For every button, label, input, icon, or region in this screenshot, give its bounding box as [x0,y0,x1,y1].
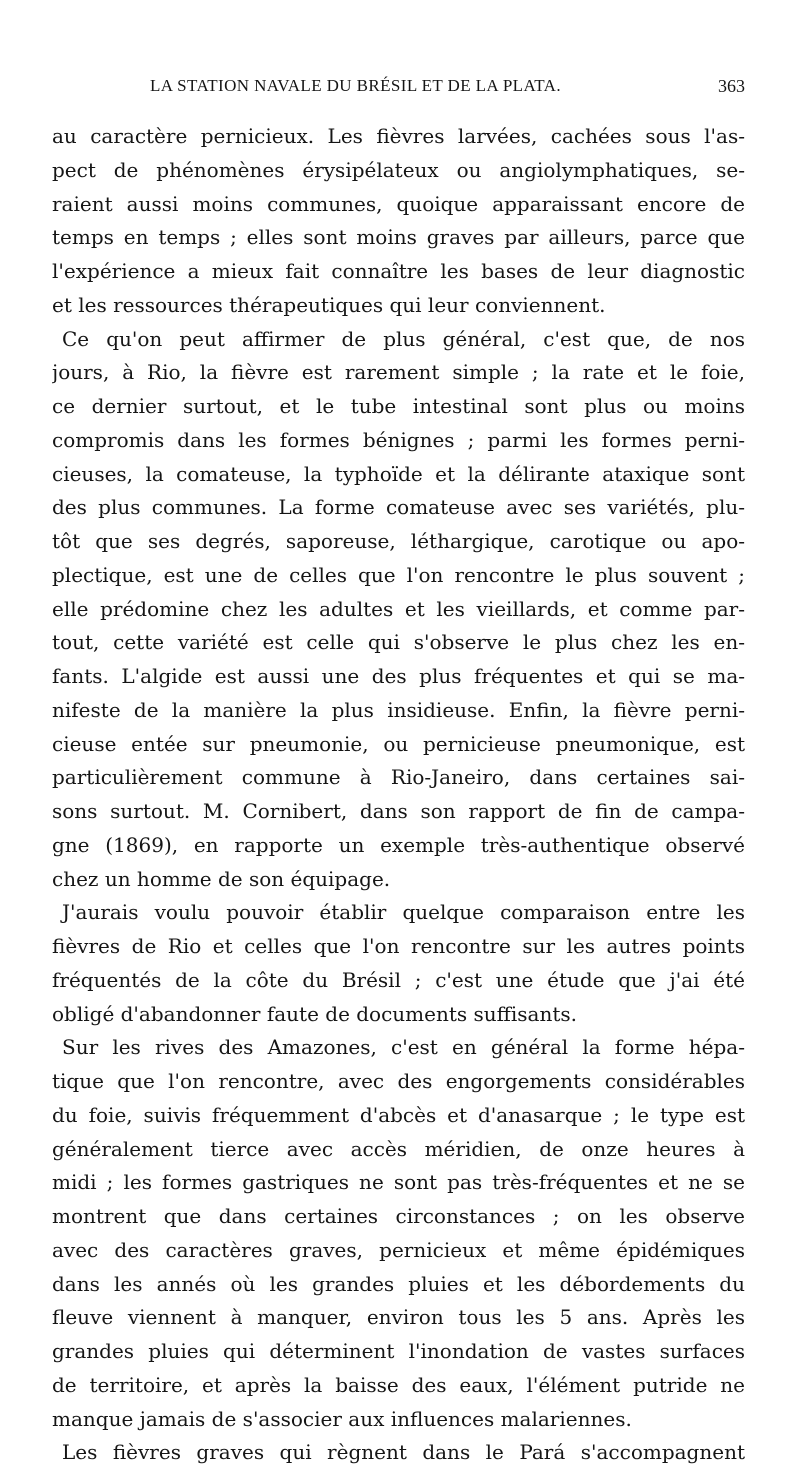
text-line: pect de phénomènes érysipélateux ou angiolymphatiques, se- [52,157,745,182]
text-line: temps en temps ; elles sont moins graves par ailleurs, parce que [52,225,745,250]
text-line: J'aurais voulu pouvoir établir quelque comparaison entre les [62,900,745,925]
text-line: fréquentés de la côte du Brésil ; c'est une étude que j'ai été [52,967,745,992]
text-line: l'expérience a mieux fait connaître les bases de leur diagnostic [52,259,745,283]
text-line: raient aussi moins communes, quoique apparaissant encore de [52,191,745,216]
running-title: LA STATION NAVALE DU BRÉSIL ET DE LA PLATA. [150,76,561,95]
text-line: tique que l'on rencontre, avec des engorgements considérables [52,1069,745,1093]
text-line: du foie, suivis fréquemment d'abcès et d'anasarque ; le type est [52,1102,745,1127]
body-text [52,120,745,1470]
text-line: fleuve viennent à manquer, environ tous les 5 ans. Après les [52,1305,745,1330]
text-line: cieuse entée sur pneumonie, ou pernicieuse pneumonique, est [52,731,745,756]
text-line: au caractère pernicieux. Les fièvres larvées, cachées sous l'as- [52,124,745,148]
text-line: chez un homme de son équipage. [52,866,391,891]
text-line: montrent que dans certaines circonstances ; on les observe [52,1204,745,1228]
text-line: tôt que ses degrés, saporeuse, léthargique, carotique ou apo- [52,529,745,553]
text-line: sons surtout. M. Cornibert, dans son rapport de fin de campa- [52,799,745,823]
text-line: plectique, est une de celles que l'on rencontre le plus souvent ; [52,562,745,587]
text-line: grandes pluies qui déterminent l'inondation de vastes surfaces [52,1339,745,1363]
text-line: fièvres de Rio et celles que l'on rencontre sur les autres points [52,934,745,958]
text-line: Sur les rives des Amazones, c'est en général la forme hépa- [62,1035,745,1060]
text-line: midi ; les formes gastriques ne sont pas très-fréquentes et ne se [52,1170,745,1195]
text-line: nifeste de la manière la plus insidieuse. Enfin, la fièvre perni- [52,697,745,722]
text-line: compromis dans les formes bénignes ; parmi les formes perni- [52,427,745,452]
text-line: manque jamais de s'associer aux influences malariennes. [52,1406,632,1431]
text-line: des plus communes. La forme comateuse avec ses variétés, plu- [52,495,745,520]
text-line: dans les annés où les grandes pluies et les débordements du [52,1271,745,1296]
text-line: particulièrement commune à Rio-Janeiro, dans certaines sai- [52,765,745,790]
text-line: et les ressources thérapeutiques qui leur conviennent. [52,292,606,317]
text-line: jours, à Rio, la fièvre est rarement simple ; la rate et le foie, [52,360,745,385]
page-number: 363 [718,76,745,96]
text-line: ce dernier surtout, et le tube intestinal sont plus ou moins [52,394,745,418]
text-line: généralement tierce avec accès méridien, de onze heures à [52,1136,745,1161]
text-line: Ce qu'on peut affirmer de plus général, c'est que, de nos [62,326,745,351]
text-line: elle prédomine chez les adultes et les vieillards, et comme par- [52,596,745,621]
running-head [52,76,745,116]
text-line: gne (1869), en rapporte un exemple très-authentique observé [52,832,745,857]
text-line: fants. L'algide est aussi une des plus fréquentes et qui se ma- [52,664,745,688]
text-line: tout, cette variété est celle qui s'observe le plus chez les en- [52,630,745,655]
text-line: obligé d'abandonner faute de documents suffisants. [52,1001,577,1026]
text-line: de territoire, et après la baisse des eaux, l'élément putride ne [52,1372,745,1397]
text-line: avec des caractères graves, pernicieux et même épidémiques [52,1237,745,1262]
text-line: Les fièvres graves qui règnent dans le Pará s'accompagnent [62,1440,745,1465]
text-line: cieuses, la comateuse, la typhoïde et la délirante ataxique sont [52,461,745,486]
